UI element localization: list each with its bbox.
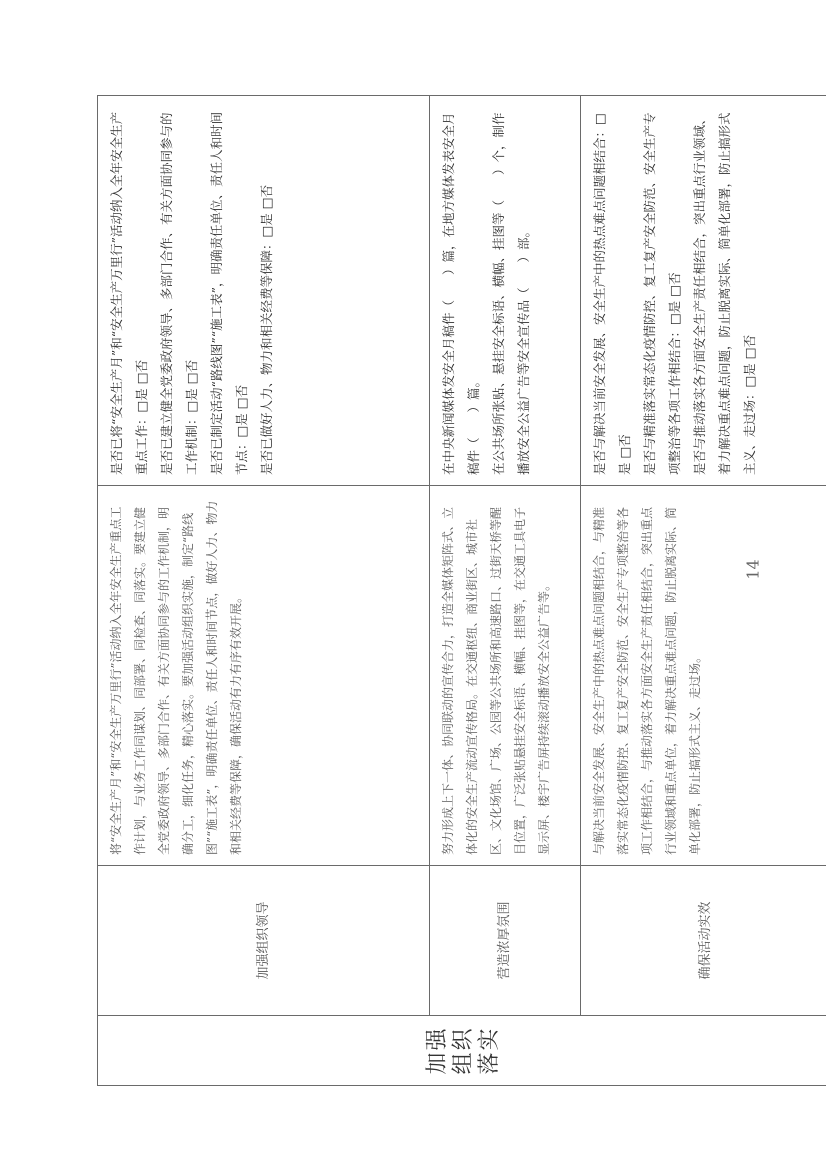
page-number: 14 <box>743 559 763 580</box>
row-checklist <box>430 96 581 486</box>
section-title-cell <box>98 1016 826 1086</box>
description-text: 与解决当前安全发展、安全生产中的热点难点问题相结合，与精准落实常态化疫情防控、复工复产安全防范、安全生产专项整治等各项工作相结合，与推动落实各方面安全生产责任相结合，突出重点行业领域和重点单位，着力解决重点难点问题，防止脱离实际、简单化部署，防止搞形式主义、走过场。 <box>592 506 702 855</box>
row-description <box>581 486 826 866</box>
row-description <box>430 486 581 866</box>
checklist-text: 是否与解决当前安全发展、安全生产中的热点难点问题相结合：□是 □否 是否与精准落实常态化疫情防控、复工复产安全防范、安全生产专项整治等各项工作相结合：□是 □否 是否与推动落实各方面安全生产责任相结合，突出重点行业领域、着力解决重点难点问题，防止脱离实际、简单化部署，防止搞形式主义、走过场：□是 □否 <box>592 112 757 475</box>
checklist-text: 是否已将“安全生产月”和“安全生产万里行”活动纳入全年安全生产重点工作：□是 □否 是否已建立健全党委政府领导、多部门合作、有关方面协同参与的工作机制：□是 □否 是否已制定活动“路线图”“施工表”，明确责任单位、责任人和时间节点：□是 □否 是否已做好人力、物力和相关经费等保障：□是 □否 <box>109 111 274 475</box>
description-text: 将“安全生产月”和“安全生产万里行”活动纳入全年安全生产重点工作计划，与业务工作同谋划、同部署、同检查、同落实。要建立健全党委政府领导、多部门合作、有关方面协同参与的工作机制，明确分工，细化任务，精心落实。要加强活动组织实施，制定“路线图”“施工表”，明确责任单位、责任人和时间节点，做好人力、物力和相关经费等保障，确保活动有力有序有效开展。 <box>109 500 243 855</box>
table-row <box>98 96 430 1086</box>
row-subtitle: 营造浓厚氛围 <box>430 866 581 1016</box>
row-checklist <box>581 96 826 486</box>
table-row <box>581 96 826 1086</box>
row-checklist <box>98 96 430 486</box>
row-subtitle: 加强组织领导 <box>98 866 430 1016</box>
rotated-table-container <box>97 96 826 1086</box>
section-title: 加强组织落实 <box>425 1026 502 1075</box>
table-row <box>430 96 581 1086</box>
description-text: 努力形成上下一体、协同联动的宣传合力，打造全媒体矩阵式、立体化的安全生产流动宣传格局。在交通枢纽、商业街区、城市社区、文化场馆、广场、公园等公共场所和高速路口、过街天桥等醒目位置，广泛张贴悬挂安全标语、横幅、挂图等，在交通工具电子显示屏、楼宇广告屏持续滚动播放安全公益广告等。 <box>441 506 551 855</box>
row-subtitle: 确保活动实效 <box>581 866 826 1016</box>
checklist-text: 在中央新闻媒体发安全月稿件（ ）篇，在地方媒体发表安全月稿件（ ）篇。 在公共场所张贴、悬挂安全标语、横幅、挂图等（ ）个，制作播放安全公益广告等安全宣传品（ ）部。 <box>441 112 531 475</box>
row-description <box>98 486 430 866</box>
checklist-table <box>97 95 826 1086</box>
